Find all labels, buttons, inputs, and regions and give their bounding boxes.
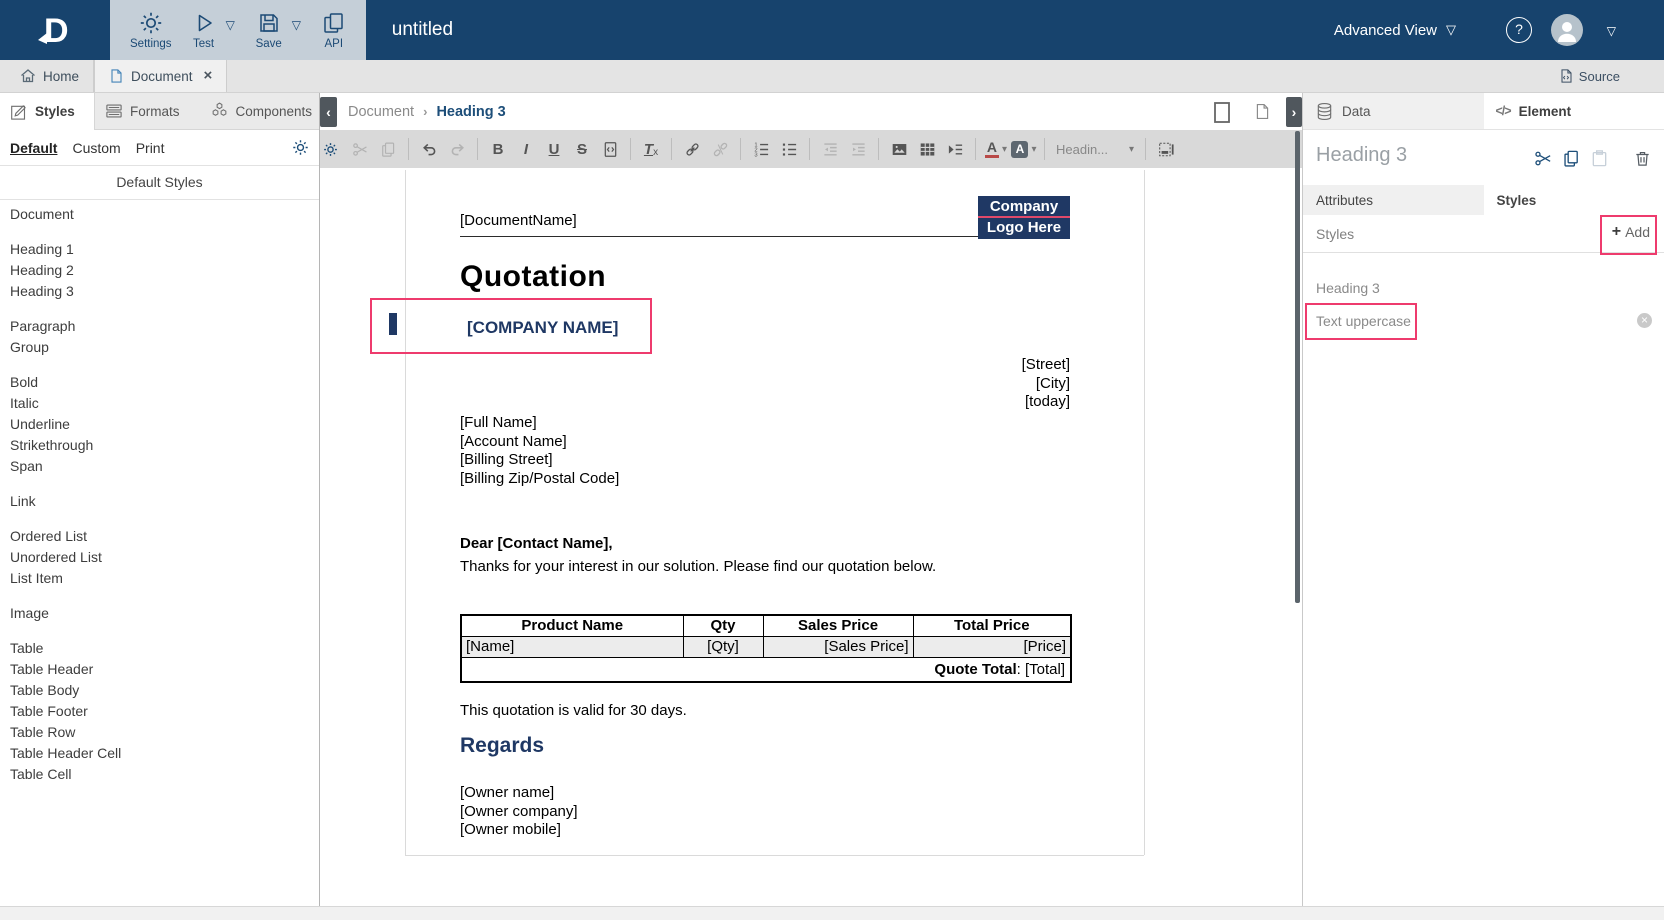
stacked-bars-icon — [105, 102, 123, 120]
svg-text:1: 1 — [753, 142, 758, 149]
topbar-actions — [110, 0, 366, 60]
cut-button[interactable] — [347, 136, 373, 162]
style-list-item[interactable]: Table — [10, 640, 44, 656]
tab-styles[interactable] — [0, 93, 94, 130]
table-header-cell[interactable]: Product Name — [461, 615, 683, 636]
settings-label: Settings — [130, 37, 172, 50]
toolbar-divider — [1044, 138, 1045, 160]
copy-button[interactable] — [375, 136, 401, 162]
tab-home[interactable] — [6, 60, 94, 92]
collapse-left-panel-button[interactable] — [320, 97, 337, 127]
style-set-switcher — [0, 130, 319, 166]
left-panel-tabs — [0, 93, 319, 130]
company-logo-placeholder[interactable] — [978, 196, 1070, 239]
style-list-item[interactable]: Table Header Cell — [10, 745, 122, 761]
add-style-label: Add — [1625, 224, 1650, 240]
style-list-item[interactable]: Document — [10, 206, 74, 222]
style-group — [10, 316, 319, 358]
unlink-button[interactable] — [707, 136, 733, 162]
doc-line[interactable]: [Owner company] — [460, 802, 578, 820]
tab-element[interactable] — [1484, 93, 1664, 129]
redo-button[interactable] — [444, 136, 470, 162]
doc-company-name[interactable]: [COMPANY NAME] — [467, 318, 619, 337]
document-title: untitled — [391, 19, 454, 40]
tab-data-label: Data — [1342, 103, 1371, 119]
text-color-button[interactable]: A ▾ — [983, 136, 1009, 162]
play-icon — [192, 11, 216, 35]
doc-line[interactable]: [Billing Street] — [460, 451, 553, 468]
vertical-scrollbar-thumb[interactable] — [1295, 131, 1300, 603]
page-preview-icon[interactable] — [1254, 100, 1271, 123]
chevron-right-icon — [423, 104, 427, 119]
tab-formats[interactable] — [105, 102, 180, 120]
paragraph-format-dropdown[interactable]: Headin... ▾ — [1056, 141, 1134, 157]
editor-gear-icon[interactable] — [323, 142, 338, 157]
styles-section-header — [1303, 215, 1664, 253]
doc-validity[interactable]: This quotation is valid for 30 days. — [460, 702, 687, 719]
paste-element-icon[interactable] — [1590, 149, 1610, 169]
style-list-item[interactable]: Heading 2 — [10, 262, 74, 278]
tab-styles-label: Styles — [35, 104, 75, 119]
style-group — [10, 491, 319, 512]
subtab-attributes[interactable] — [1303, 185, 1484, 215]
doc-signature-block[interactable] — [460, 784, 578, 840]
style-list-item[interactable]: List Item — [10, 570, 63, 586]
source-button[interactable] — [1559, 60, 1620, 92]
page-bottom-edge — [405, 855, 1144, 856]
style-list-item[interactable]: Table Footer — [10, 703, 88, 719]
tab-document[interactable] — [94, 60, 227, 92]
source-code-icon — [1559, 68, 1574, 84]
right-panel-tabs — [1303, 93, 1664, 130]
source-label: Source — [1578, 68, 1620, 84]
page-right-edge — [1144, 170, 1145, 855]
person-icon — [1551, 14, 1583, 46]
database-icon — [1315, 102, 1334, 121]
style-group — [10, 204, 319, 225]
style-list-item[interactable]: Table Body — [10, 682, 80, 698]
test-button[interactable] — [182, 0, 226, 60]
logo-line1: Company — [978, 196, 1070, 218]
left-panel — [0, 93, 320, 906]
element-title: Heading 3 — [1316, 144, 1408, 166]
tab-components-label: Components — [235, 103, 313, 119]
style-list-item[interactable]: Heading 1 — [10, 241, 74, 257]
tab-document-label: Document — [131, 68, 193, 84]
select-all-button[interactable] — [1153, 136, 1179, 162]
style-list-item[interactable]: Bold — [10, 374, 39, 390]
api-copy-icon — [322, 11, 346, 35]
background-color-button[interactable]: A ▾ — [1011, 136, 1037, 162]
hexagons-icon — [210, 102, 229, 120]
style-list-item[interactable]: Group — [10, 339, 49, 355]
add-style-button[interactable] — [1612, 224, 1650, 240]
toolbar-divider — [740, 138, 741, 160]
remove-format-button[interactable]: T x — [643, 140, 659, 158]
styles-section-label: Styles — [1316, 226, 1355, 242]
unordered-list-button[interactable] — [776, 136, 802, 162]
style-group — [10, 603, 319, 624]
style-group — [10, 638, 319, 785]
trash-icon[interactable] — [1633, 149, 1653, 169]
table-cell[interactable]: [Qty] — [683, 636, 763, 657]
undo-button[interactable] — [416, 136, 442, 162]
element-panel — [1302, 93, 1664, 906]
table-cell[interactable]: [Price] — [913, 636, 1071, 657]
applied-style-label: Heading 3 — [1316, 279, 1380, 296]
style-list-item[interactable]: Italic — [10, 395, 39, 411]
strikethrough-button[interactable]: S — [576, 140, 587, 158]
insert-block-button[interactable] — [942, 136, 968, 162]
style-list-item[interactable]: Heading 3 — [10, 283, 74, 299]
tab-home-label: Home — [43, 68, 80, 84]
style-group — [10, 372, 319, 477]
table-header-cell[interactable]: Total Price — [913, 615, 1071, 636]
page-view-icon[interactable] — [1214, 102, 1230, 123]
style-list — [0, 200, 319, 785]
doc-closing[interactable]: Regards — [460, 734, 545, 757]
style-list-item[interactable]: Unordered List — [10, 549, 102, 565]
breadcrumb-row — [320, 93, 1302, 130]
style-list-item[interactable]: Span — [10, 458, 43, 474]
settings-button[interactable] — [120, 0, 182, 60]
style-list-item[interactable]: Link — [10, 493, 36, 509]
style-set-custom[interactable]: Custom — [72, 139, 121, 156]
subtab-styles-label: Styles — [1496, 192, 1537, 208]
style-list-item[interactable]: Underline — [10, 416, 70, 432]
style-set-default[interactable]: Default — [10, 139, 58, 156]
test-dropdown-caret-icon[interactable] — [226, 0, 246, 60]
outdent-button[interactable] — [817, 136, 843, 162]
doc-line[interactable]: [Billing Zip/Postal Code] — [460, 469, 620, 487]
table-header-cell[interactable]: Qty — [683, 615, 763, 636]
link-button[interactable] — [679, 136, 705, 162]
editor-toolbar-items — [346, 130, 1302, 168]
underline-button[interactable]: U — [548, 140, 560, 158]
document-canvas[interactable] — [320, 168, 1302, 906]
subtab-styles[interactable] — [1484, 185, 1664, 215]
style-list-item[interactable]: Image — [10, 605, 49, 621]
applied-styles-list — [1303, 253, 1664, 337]
style-list-item[interactable]: Ordered List — [10, 528, 88, 544]
save-button[interactable] — [246, 0, 292, 60]
close-tab-icon[interactable] — [204, 70, 213, 82]
ordered-list-button[interactable] — [748, 136, 774, 162]
doc-line[interactable]: [Street] — [1021, 356, 1070, 373]
api-button[interactable] — [312, 0, 356, 60]
table-cell[interactable]: [Sales Price] — [763, 636, 913, 657]
caret-down-icon — [1446, 22, 1456, 38]
doc-intro[interactable]: Thanks for your interest in our solution. Please find our quotation below. — [460, 558, 937, 575]
editor-panel — [320, 93, 1302, 906]
toolbar-divider — [975, 138, 976, 160]
advanced-view-label: Advanced View — [1333, 21, 1437, 39]
style-list-item[interactable]: Strikethrough — [10, 437, 94, 453]
doc-line[interactable]: [City] — [1035, 374, 1070, 392]
toolbar-divider — [1145, 138, 1146, 160]
doc-line[interactable]: [today] — [1024, 393, 1070, 410]
toolbar-divider — [477, 138, 478, 160]
toolbar-divider — [408, 138, 409, 160]
element-title-row — [1303, 130, 1664, 185]
brand-d-icon — [30, 9, 76, 51]
table-header-cell[interactable]: Sales Price — [763, 615, 913, 636]
bold-button[interactable]: B — [492, 140, 504, 158]
doc-heading[interactable]: Quotation — [460, 260, 607, 293]
italic-button[interactable]: I — [523, 140, 529, 158]
style-list-item[interactable]: Paragraph — [10, 318, 76, 334]
page-icon — [109, 68, 124, 84]
breadcrumb — [348, 93, 506, 130]
save-dropdown-caret-icon[interactable] — [292, 0, 312, 60]
topbar — [0, 0, 1664, 60]
indent-button[interactable] — [845, 136, 871, 162]
breadcrumb-item-heading3[interactable]: Heading 3 — [436, 103, 506, 120]
toolbar-divider — [630, 138, 631, 160]
svg-text:D: D — [43, 12, 69, 50]
style-settings-gear-icon[interactable] — [292, 139, 309, 156]
selection-handle[interactable] — [389, 313, 397, 335]
gear-icon — [139, 11, 163, 35]
table-cell[interactable]: [Name] — [461, 636, 683, 657]
applied-style-item[interactable] — [1303, 271, 1664, 304]
element-subtabs — [1303, 185, 1664, 215]
applied-style-label: Text uppercase — [1316, 312, 1411, 329]
page-left-edge — [405, 170, 406, 855]
editor-toolbar — [320, 130, 1302, 168]
save-icon — [257, 11, 281, 35]
tabbar — [0, 60, 1664, 93]
style-list-item[interactable]: Table Row — [10, 724, 76, 740]
tab-components[interactable] — [210, 102, 313, 120]
quote-table[interactable]: Product Name Qty Sales Price Total Price [Name] [Qty] [Sales Price] [Price] Quote Total: [Total] — [460, 614, 1072, 683]
user-menu-caret-icon[interactable] — [1607, 24, 1616, 38]
table-button[interactable] — [914, 136, 940, 162]
image-button[interactable] — [886, 136, 912, 162]
doc-line[interactable]: [Owner name] — [460, 784, 555, 801]
style-list-item[interactable]: Table Header — [10, 661, 94, 677]
advanced-view-dropdown[interactable] — [1334, 0, 1456, 60]
code-icon — [1496, 104, 1511, 118]
api-label: API — [324, 37, 344, 50]
user-avatar[interactable] — [1551, 14, 1583, 46]
subtab-attributes-label: Attributes — [1316, 192, 1374, 208]
toolbar-divider — [809, 138, 810, 160]
svg-text:3: 3 — [753, 151, 758, 158]
style-set-print[interactable]: Print — [135, 139, 165, 156]
inline-span-button[interactable] — [597, 136, 623, 162]
breadcrumb-item-document[interactable]: Document — [348, 103, 415, 120]
remove-style-icon[interactable] — [1637, 313, 1652, 328]
tab-data[interactable] — [1303, 93, 1484, 129]
house-icon — [20, 68, 36, 84]
cut-element-icon[interactable] — [1534, 149, 1554, 169]
style-group — [10, 526, 319, 589]
applied-style-item[interactable] — [1303, 304, 1664, 337]
doc-salutation[interactable]: Dear [Contact Name], — [460, 535, 613, 552]
left-panel-tabs-rest — [94, 93, 319, 130]
copy-element-icon[interactable] — [1562, 149, 1582, 169]
doc-recipient-block[interactable] — [460, 414, 619, 488]
app-logo[interactable] — [0, 0, 105, 60]
doc-document-name[interactable]: [DocumentName] — [460, 212, 1070, 237]
save-label: Save — [255, 37, 282, 50]
toolbar-divider — [878, 138, 879, 160]
test-label: Test — [193, 37, 215, 50]
toolbar-divider — [671, 138, 672, 160]
plus-icon — [1612, 224, 1621, 240]
tab-formats-label: Formats — [130, 103, 180, 119]
style-list-item[interactable]: Table Cell — [10, 766, 72, 782]
logo-line2: Logo Here — [986, 219, 1062, 236]
pencil-square-icon — [10, 103, 28, 121]
doc-address-block[interactable] — [870, 356, 1070, 412]
doc-line[interactable]: [Full Name] — [460, 414, 537, 431]
doc-line[interactable]: [Account Name] — [460, 432, 567, 450]
style-list-header: Default Styles — [0, 166, 319, 200]
tab-element-label: Element — [1518, 103, 1572, 119]
doc-line[interactable]: [Owner mobile] — [460, 821, 561, 838]
style-group — [10, 239, 319, 302]
horizontal-scrollbar[interactable] — [0, 906, 1664, 920]
expand-right-panel-button[interactable] — [1286, 97, 1302, 127]
help-button[interactable] — [1506, 17, 1532, 43]
svg-text:2: 2 — [753, 147, 758, 154]
